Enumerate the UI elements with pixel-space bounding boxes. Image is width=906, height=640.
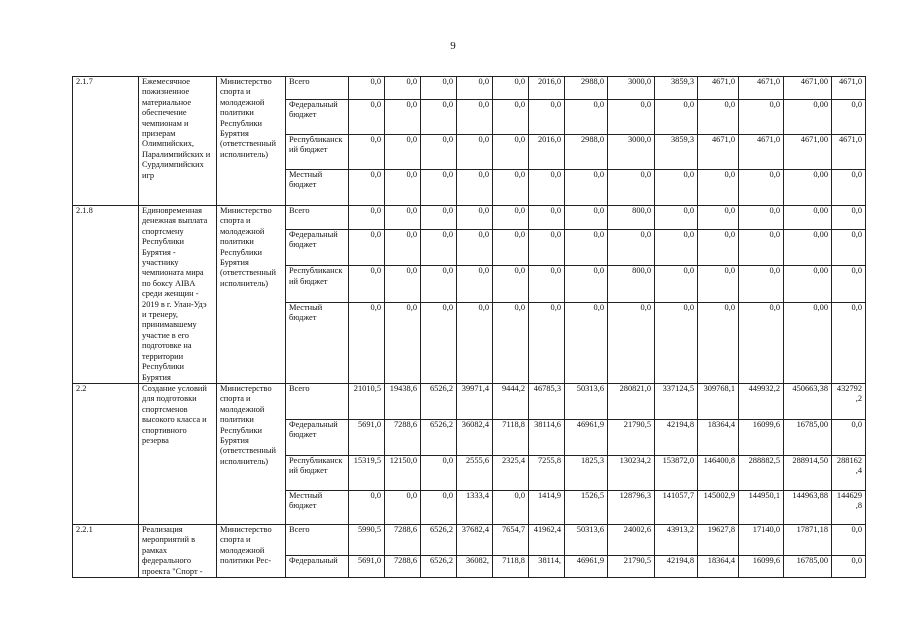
value-cell: 19438,6 [385, 383, 421, 419]
value-cell: 4671,00 [784, 77, 832, 100]
value-cell: 0,0 [493, 100, 529, 135]
value-cell: 0,0 [698, 229, 739, 265]
value-cell: 0,0 [421, 100, 457, 135]
value-cell: 0,0 [457, 302, 493, 383]
value-cell: 130234,2 [608, 455, 655, 490]
value-cell: 288882,5 [739, 455, 784, 490]
value-cell: 153872,0 [655, 455, 698, 490]
value-cell: 7288,6 [385, 419, 421, 455]
value-cell: 21010,5 [349, 383, 385, 419]
value-cell: 0,0 [608, 170, 655, 206]
value-cell: 0,00 [784, 170, 832, 206]
value-cell: 0,0 [832, 266, 866, 302]
measure-name: Реализация мероприятий в рамках федерального проекта "Спорт - [139, 524, 217, 577]
value-cell: 0,0 [739, 206, 784, 230]
value-cell: 0,0 [655, 206, 698, 230]
source-label: Республиканский бюджет [286, 135, 349, 170]
value-cell: 0,00 [784, 302, 832, 383]
value-cell: 0,0 [565, 266, 608, 302]
value-cell: 5990,5 [349, 524, 385, 555]
value-cell: 0,0 [832, 206, 866, 230]
value-cell: 2016,0 [529, 135, 565, 170]
value-cell: 6526,2 [421, 419, 457, 455]
value-cell: 0,0 [565, 302, 608, 383]
executor: Министерство спорта и молодежной политики Рес- [217, 524, 286, 577]
value-cell: 0,0 [655, 302, 698, 383]
value-cell: 800,0 [608, 266, 655, 302]
value-cell: 0,0 [385, 490, 421, 524]
value-cell: 0,0 [655, 100, 698, 135]
value-cell: 0,00 [784, 100, 832, 135]
value-cell: 4671,0 [739, 135, 784, 170]
value-cell: 0,0 [698, 302, 739, 383]
value-cell: 38114, [529, 556, 565, 578]
value-cell: 449932,2 [739, 383, 784, 419]
value-cell: 0,0 [349, 266, 385, 302]
value-cell: 0,00 [784, 266, 832, 302]
executor: Министерство спорта и молодежной политики Республики Бурятия (ответственный исполнитель) [217, 77, 286, 206]
source-label: Всего [286, 206, 349, 230]
value-cell: 12150,0 [385, 455, 421, 490]
row-code: 2.2.1 [73, 524, 139, 577]
executor: Министерство спорта и молодежной политики Республики Бурятия (ответственный исполнитель) [217, 206, 286, 384]
value-cell: 0,0 [457, 77, 493, 100]
value-cell: 0,0 [529, 100, 565, 135]
value-cell: 46785,3 [529, 383, 565, 419]
value-cell: 144963,88 [784, 490, 832, 524]
value-cell: 0,0 [493, 490, 529, 524]
value-cell: 7118,8 [493, 556, 529, 578]
value-cell: 50313,6 [565, 524, 608, 555]
measure-name: Единовременная денежная выплата спортсмену Республики Бурятия - участнику чемпионата мира по боксу AIBA среди женщин - 2019 в г. Улан-Удэ и тренеру, принимавшему участие в его подготовке на территории Республики Бурятия [139, 206, 217, 384]
value-cell: 0,0 [655, 229, 698, 265]
source-label: Федеральный бюджет [286, 419, 349, 455]
page-number: 9 [450, 40, 456, 52]
value-cell: 16785,00 [784, 556, 832, 578]
value-cell: 0,0 [421, 490, 457, 524]
value-cell: 0,0 [421, 135, 457, 170]
value-cell: 0,0 [349, 229, 385, 265]
measure-name: Ежемесячное пожизненное материальное обеспечение чемпионам и призерам Олимпийских, Паралимпийских и Сурдлимпийских игр [139, 77, 217, 206]
value-cell: 0,0 [349, 135, 385, 170]
value-cell: 128796,3 [608, 490, 655, 524]
value-cell: 6526,2 [421, 556, 457, 578]
measure-name: Создание условий для подготовки спортсменов высокого класса и спортивного резерва [139, 383, 217, 524]
value-cell: 37682,4 [457, 524, 493, 555]
value-cell: 0,0 [385, 302, 421, 383]
value-cell: 46961,9 [565, 419, 608, 455]
value-cell: 0,0 [421, 206, 457, 230]
value-cell: 1825,3 [565, 455, 608, 490]
value-cell: 0,0 [698, 206, 739, 230]
value-cell: 18364,4 [698, 556, 739, 578]
value-cell: 1526,5 [565, 490, 608, 524]
row-code: 2.2 [73, 383, 139, 524]
value-cell: 0,0 [421, 170, 457, 206]
value-cell: 0,0 [349, 170, 385, 206]
value-cell: 0,00 [784, 229, 832, 265]
value-cell: 36082,4 [457, 419, 493, 455]
value-cell: 0,0 [739, 100, 784, 135]
value-cell: 0,0 [608, 302, 655, 383]
value-cell: 3859,3 [655, 135, 698, 170]
value-cell: 7118,8 [493, 419, 529, 455]
value-cell: 0,0 [493, 77, 529, 100]
table-row [73, 77, 866, 100]
value-cell: 0,0 [832, 170, 866, 206]
source-label: Всего [286, 77, 349, 100]
value-cell: 0,0 [529, 266, 565, 302]
value-cell: 144950,1 [739, 490, 784, 524]
value-cell: 0,0 [457, 100, 493, 135]
table-row [73, 383, 866, 419]
value-cell: 0,0 [421, 266, 457, 302]
value-cell: 141057,7 [655, 490, 698, 524]
value-cell: 0,0 [832, 524, 866, 555]
source-label: Федеральный [286, 556, 349, 578]
source-label: Республиканский бюджет [286, 266, 349, 302]
value-cell: 0,0 [385, 77, 421, 100]
source-label: Федеральный бюджет [286, 229, 349, 265]
value-cell: 146400,8 [698, 455, 739, 490]
value-cell: 5691,0 [349, 556, 385, 578]
value-cell: 0,0 [739, 266, 784, 302]
value-cell: 43913,2 [655, 524, 698, 555]
value-cell: 0,0 [349, 206, 385, 230]
value-cell: 0,0 [385, 206, 421, 230]
value-cell: 0,0 [421, 77, 457, 100]
value-cell: 0,0 [739, 302, 784, 383]
value-cell: 21790,5 [608, 419, 655, 455]
value-cell: 432792,2 [832, 383, 866, 419]
value-cell: 0,0 [608, 229, 655, 265]
value-cell: 800,0 [608, 206, 655, 230]
value-cell: 0,0 [832, 229, 866, 265]
source-label: Всего [286, 524, 349, 555]
value-cell: 16099,6 [739, 419, 784, 455]
value-cell: 0,0 [385, 100, 421, 135]
value-cell: 4671,0 [698, 135, 739, 170]
value-cell: 0,0 [832, 556, 866, 578]
value-cell: 0,0 [739, 170, 784, 206]
value-cell: 42194,8 [655, 419, 698, 455]
executor: Министерство спорта и молодежной политики Республики Бурятия (ответственный исполнитель) [217, 383, 286, 524]
value-cell: 0,0 [421, 455, 457, 490]
value-cell: 0,0 [608, 100, 655, 135]
value-cell: 17871,18 [784, 524, 832, 555]
value-cell: 4671,00 [784, 135, 832, 170]
value-cell: 0,0 [493, 229, 529, 265]
value-cell: 7288,6 [385, 556, 421, 578]
value-cell: 50313,6 [565, 383, 608, 419]
value-cell: 0,0 [529, 229, 565, 265]
budget-table [72, 76, 866, 578]
value-cell: 0,0 [385, 266, 421, 302]
value-cell: 450663,38 [784, 383, 832, 419]
row-code: 2.1.7 [73, 77, 139, 206]
value-cell: 0,0 [349, 302, 385, 383]
value-cell: 0,0 [565, 170, 608, 206]
value-cell: 39971,4 [457, 383, 493, 419]
value-cell: 0,0 [457, 266, 493, 302]
value-cell: 24002,6 [608, 524, 655, 555]
value-cell: 0,0 [565, 100, 608, 135]
value-cell: 0,0 [421, 302, 457, 383]
value-cell: 0,0 [349, 490, 385, 524]
value-cell: 3000,0 [608, 77, 655, 100]
value-cell: 280821,0 [608, 383, 655, 419]
value-cell: 1414,9 [529, 490, 565, 524]
value-cell: 0,0 [529, 206, 565, 230]
row-code: 2.1.8 [73, 206, 139, 384]
value-cell: 2555,6 [457, 455, 493, 490]
value-cell: 41962,4 [529, 524, 565, 555]
value-cell: 0,00 [784, 206, 832, 230]
value-cell: 4671,0 [698, 77, 739, 100]
value-cell: 4671,0 [739, 77, 784, 100]
value-cell: 38114,6 [529, 419, 565, 455]
value-cell: 0,0 [421, 229, 457, 265]
value-cell: 0,0 [739, 229, 784, 265]
value-cell: 0,0 [493, 170, 529, 206]
value-cell: 0,0 [385, 135, 421, 170]
value-cell: 0,0 [529, 170, 565, 206]
value-cell: 42194,8 [655, 556, 698, 578]
value-cell: 4671,0 [832, 77, 866, 100]
value-cell: 9444,2 [493, 383, 529, 419]
value-cell: 288162,4 [832, 455, 866, 490]
value-cell: 0,0 [457, 229, 493, 265]
source-label: Местный бюджет [286, 490, 349, 524]
value-cell: 0,0 [529, 302, 565, 383]
value-cell: 0,0 [493, 135, 529, 170]
value-cell: 0,0 [832, 302, 866, 383]
value-cell: 46961,9 [565, 556, 608, 578]
source-label: Всего [286, 383, 349, 419]
source-label: Местный бюджет [286, 302, 349, 383]
value-cell: 0,0 [698, 100, 739, 135]
value-cell: 144629,8 [832, 490, 866, 524]
value-cell: 0,0 [457, 170, 493, 206]
value-cell: 0,0 [385, 229, 421, 265]
value-cell: 0,0 [698, 266, 739, 302]
value-cell: 0,0 [493, 266, 529, 302]
value-cell: 6526,2 [421, 524, 457, 555]
value-cell: 0,0 [698, 170, 739, 206]
value-cell: 0,0 [493, 206, 529, 230]
value-cell: 0,0 [565, 229, 608, 265]
value-cell: 0,0 [349, 100, 385, 135]
value-cell: 3859,3 [655, 77, 698, 100]
value-cell: 5691,0 [349, 419, 385, 455]
value-cell: 18364,4 [698, 419, 739, 455]
value-cell: 0,0 [832, 419, 866, 455]
value-cell: 2325,4 [493, 455, 529, 490]
value-cell: 19627,8 [698, 524, 739, 555]
source-label: Республиканский бюджет [286, 455, 349, 490]
value-cell: 0,0 [565, 206, 608, 230]
value-cell: 1333,4 [457, 490, 493, 524]
value-cell: 288914,50 [784, 455, 832, 490]
value-cell: 16099,6 [739, 556, 784, 578]
value-cell: 6526,2 [421, 383, 457, 419]
value-cell: 7288,6 [385, 524, 421, 555]
value-cell: 0,0 [655, 266, 698, 302]
source-label: Местный бюджет [286, 170, 349, 206]
value-cell: 16785,00 [784, 419, 832, 455]
value-cell: 0,0 [655, 170, 698, 206]
value-cell: 17140,0 [739, 524, 784, 555]
value-cell: 15319,5 [349, 455, 385, 490]
value-cell: 0,0 [457, 206, 493, 230]
table-row [73, 206, 866, 230]
value-cell: 0,0 [385, 170, 421, 206]
value-cell: 2988,0 [565, 135, 608, 170]
value-cell: 4671,0 [832, 135, 866, 170]
value-cell: 36082, [457, 556, 493, 578]
value-cell: 7255,8 [529, 455, 565, 490]
table-row [73, 524, 866, 555]
source-label: Федеральный бюджет [286, 100, 349, 135]
value-cell: 7654,7 [493, 524, 529, 555]
value-cell: 309768,1 [698, 383, 739, 419]
value-cell: 0,0 [457, 135, 493, 170]
value-cell: 337124,5 [655, 383, 698, 419]
value-cell: 0,0 [493, 302, 529, 383]
value-cell: 0,0 [832, 100, 866, 135]
value-cell: 145002,9 [698, 490, 739, 524]
value-cell: 3000,0 [608, 135, 655, 170]
value-cell: 2016,0 [529, 77, 565, 100]
value-cell: 2988,0 [565, 77, 608, 100]
value-cell: 21790,5 [608, 556, 655, 578]
value-cell: 0,0 [349, 77, 385, 100]
